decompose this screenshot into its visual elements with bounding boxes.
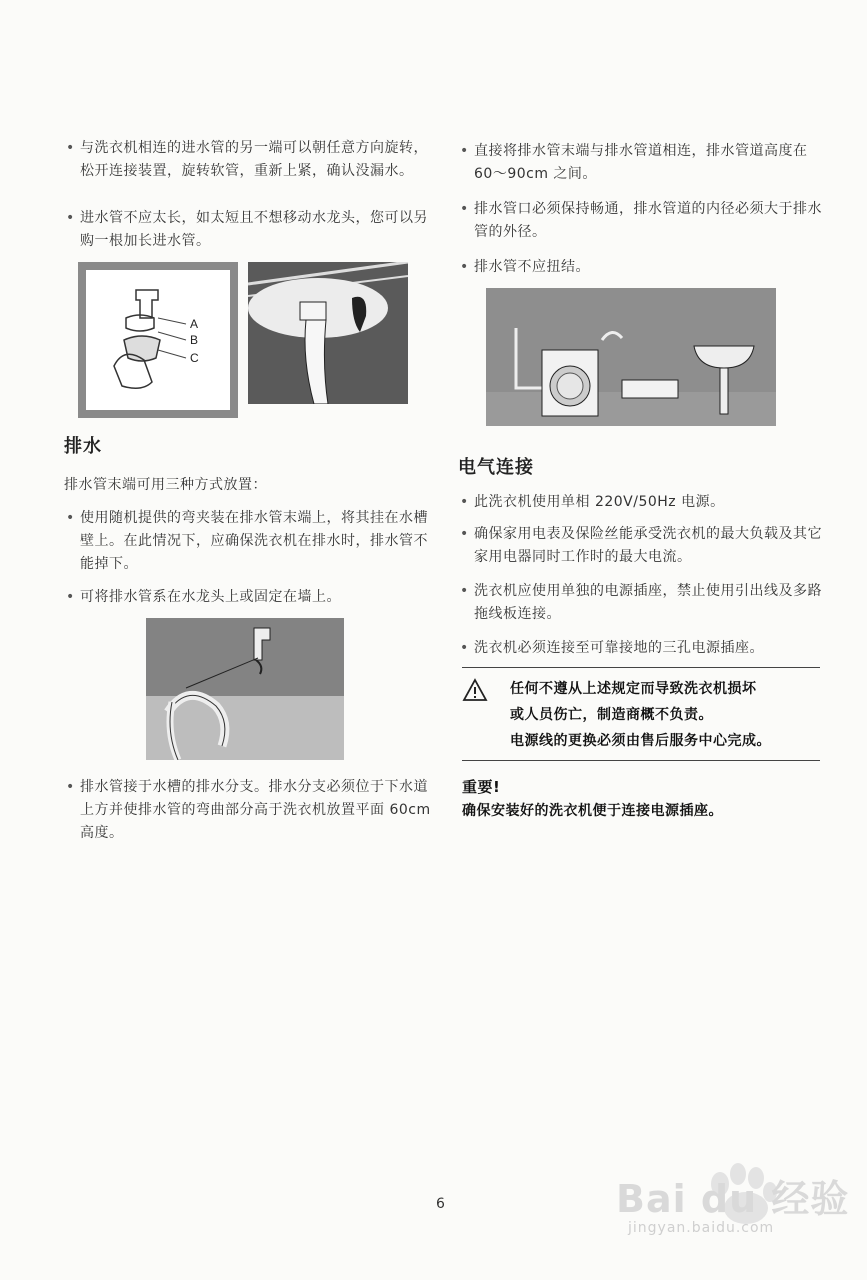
bullet-inlet-length: • 进水管不应太长，如太短且不想移动水龙头，您可以另购一根加长进水管。 bbox=[64, 207, 434, 253]
electrical-heading: 电气连接 bbox=[458, 457, 534, 478]
bullet-meter-fuse: • 确保家用电表及保险丝能承受洗衣机的最大负载及其它家用电器同时工作时的最大电流。 bbox=[458, 523, 828, 569]
bullet-drain-branch: • 排水管接于水槽的排水分支。排水分支必须位于下水道上方并使排水管的弯曲部分高于洗衣机放置平面 60cm 高度。 bbox=[64, 776, 434, 845]
bullet-grounded-socket: • 洗衣机必须连接至可靠接地的三孔电源插座。 bbox=[458, 637, 828, 660]
figure-drain-tap bbox=[146, 618, 344, 760]
watermark bbox=[612, 1148, 850, 1262]
bullet-power-supply: • 此洗衣机使用单相 220V/50Hz 电源。 bbox=[458, 491, 828, 514]
warning-triangle-icon bbox=[462, 678, 488, 702]
watermark-url: jingyan.baidu.com bbox=[628, 1220, 775, 1236]
label-a: A bbox=[190, 317, 199, 331]
drain-intro: 排水管末端可用三种方式放置： bbox=[64, 477, 267, 493]
bullet-drain-hook: • 使用随机提供的弯夹装在排水管末端上，将其挂在水槽壁上。在此情况下，应确保洗衣机在排水时，排水管不能掉下。 bbox=[64, 507, 434, 576]
warning-line-3: 电源线的更换必须由售后服务中心完成。 bbox=[510, 733, 771, 749]
bullet-inlet-rotate: • 与洗衣机相连的进水管的另一端可以朝任意方向旋转，松开连接装置，旋转软管，重新上紧，确认没漏水。 bbox=[64, 137, 434, 183]
warning-bottom-rule bbox=[462, 760, 820, 761]
warning-line-2: 或人员伤亡，制造商概不负责。 bbox=[510, 707, 713, 723]
washer-sink-illustration bbox=[486, 288, 776, 426]
watermark-brand: Bai du 经验 bbox=[616, 1177, 850, 1221]
figure-inlet-hose bbox=[248, 262, 408, 404]
bullet-drain-tap: • 可将排水管系在水龙头上或固定在墙上。 bbox=[64, 586, 434, 609]
bullet-separate-socket: • 洗衣机应使用单独的电源插座，禁止使用引出线及多路拖线板连接。 bbox=[458, 580, 828, 626]
label-c: C bbox=[190, 351, 199, 365]
figure-washer-sink bbox=[486, 288, 776, 426]
page-number: 6 bbox=[436, 1196, 445, 1212]
warning-top-rule bbox=[462, 667, 820, 668]
bullet-no-kink: • 排水管不应扭结。 bbox=[458, 256, 828, 279]
label-b: B bbox=[190, 333, 199, 347]
tap-connection-illustration bbox=[86, 270, 230, 410]
bullet-drain-clear: • 排水管口必须保持畅通，排水管道的内径必须大于排水管的外径。 bbox=[458, 198, 828, 244]
bullet-direct-connect: • 直接将排水管末端与排水管道相连，排水管道高度在 60～90cm 之间。 bbox=[458, 140, 828, 186]
drain-tap-illustration bbox=[146, 618, 344, 760]
figure-tap-connection bbox=[78, 262, 238, 418]
important-text: 确保安装好的洗衣机便于连接电源插座。 bbox=[462, 803, 723, 819]
drain-heading: 排水 bbox=[64, 436, 102, 457]
warning-line-1: 任何不遵从上述规定而导致洗衣机损坏 bbox=[510, 681, 757, 697]
inlet-hose-illustration bbox=[248, 262, 408, 404]
important-title: 重要! bbox=[462, 778, 501, 796]
